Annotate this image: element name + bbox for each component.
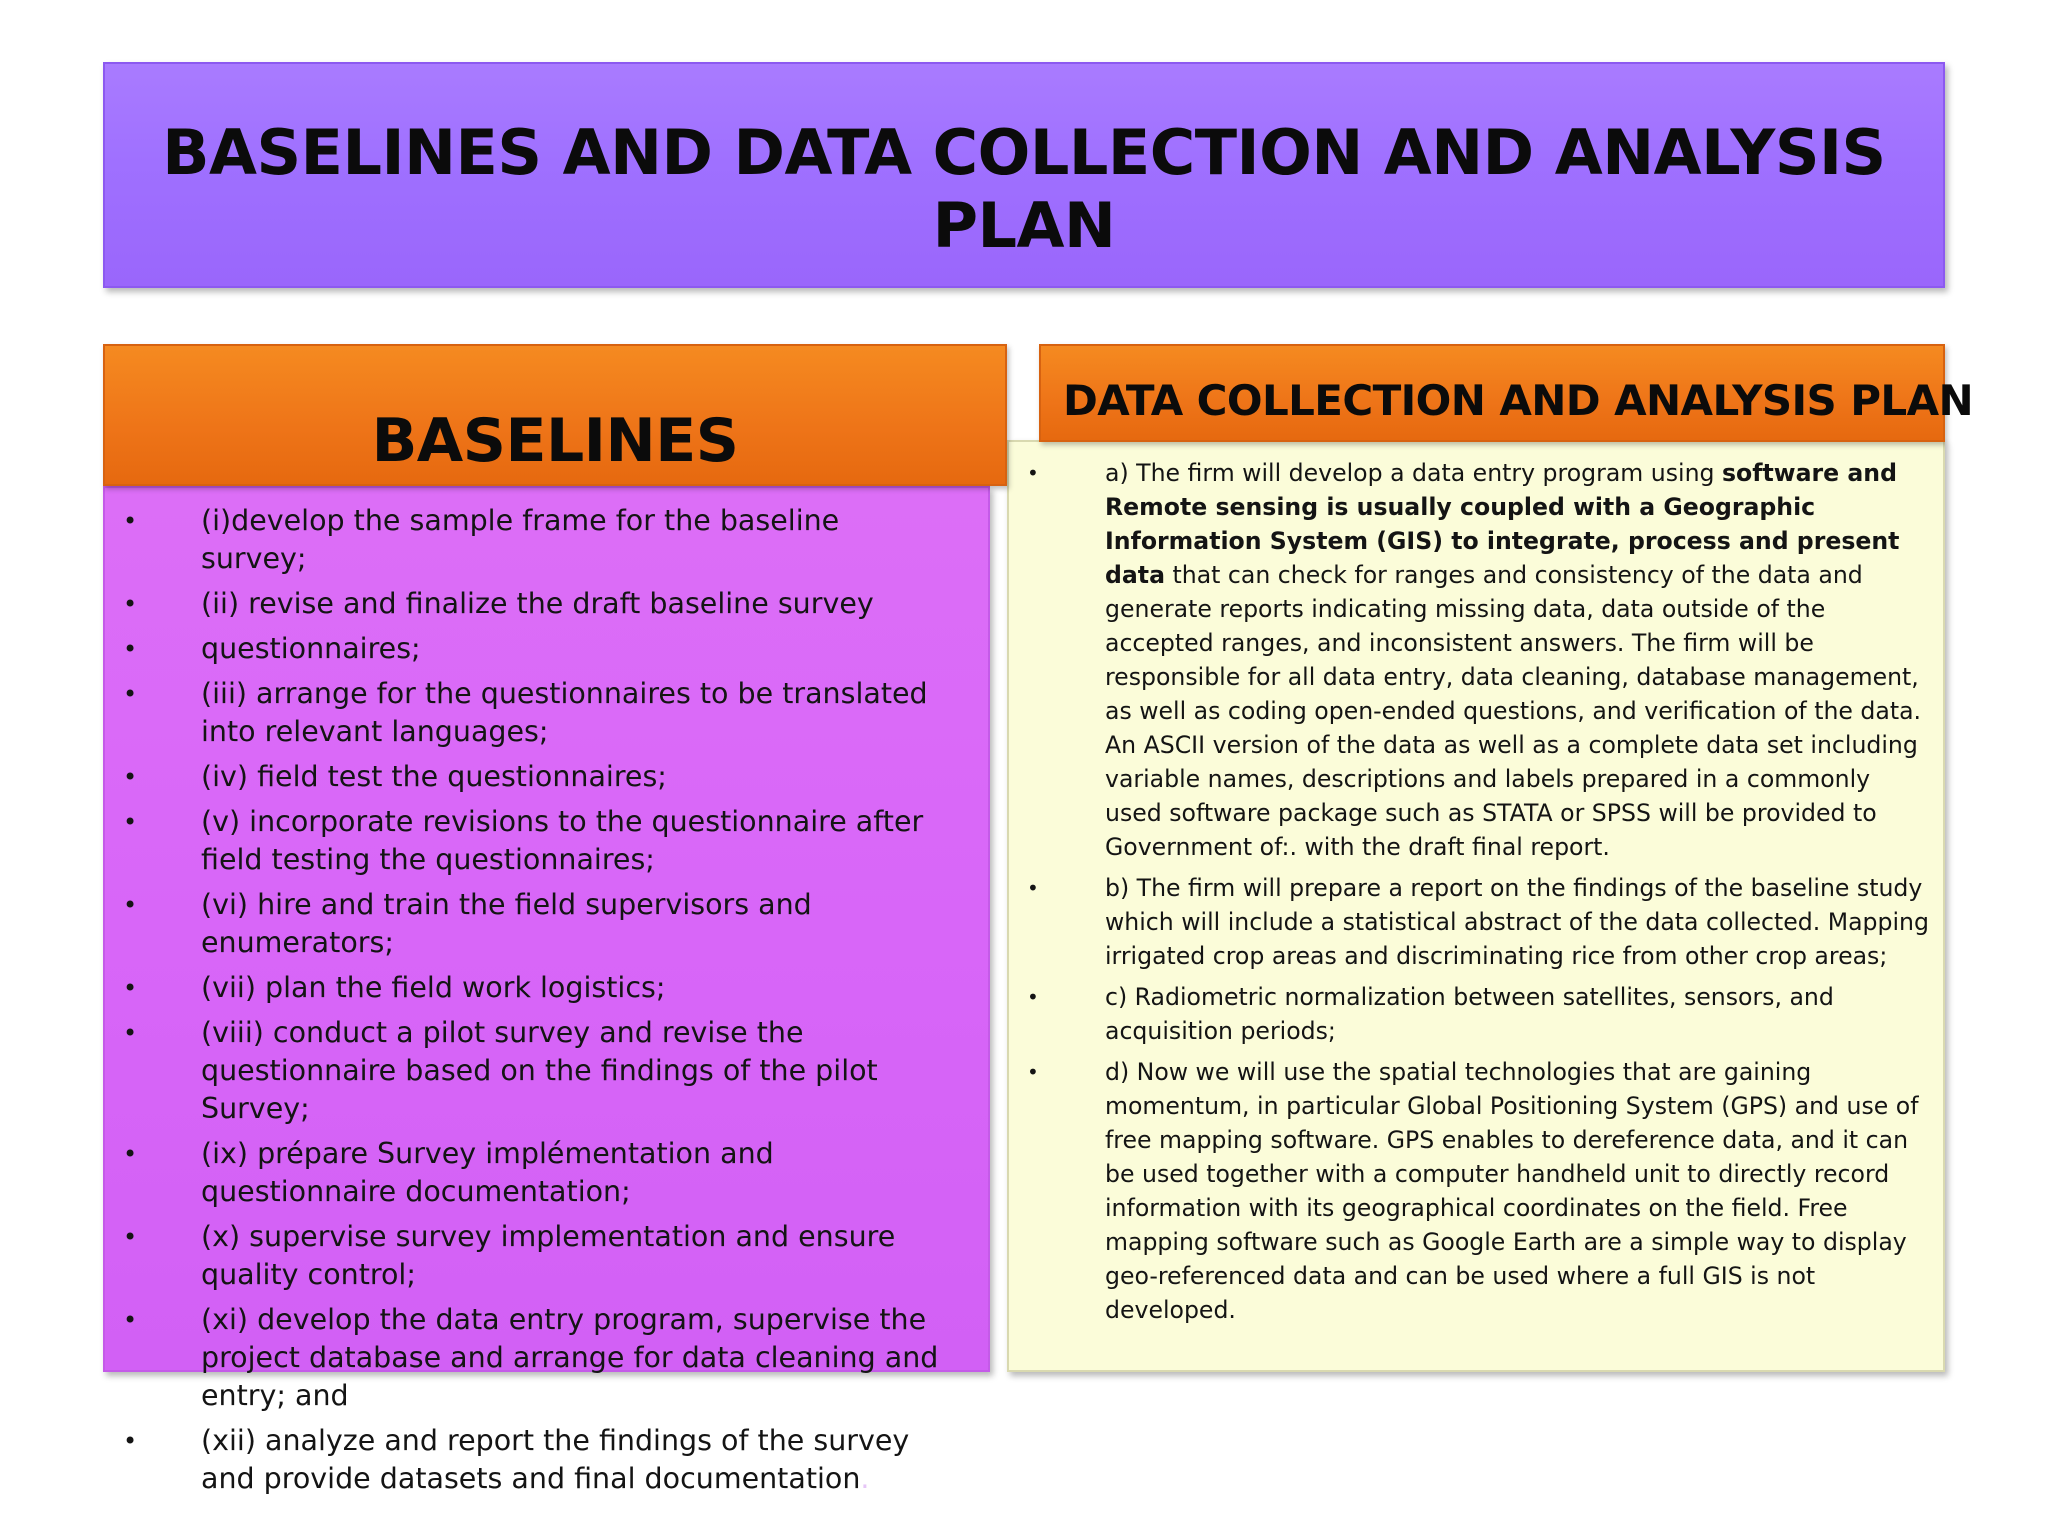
plan-panel	[1007, 440, 1945, 1372]
list-item: • (ii) revise and finalize the draft baseline survey	[105, 585, 988, 623]
bullet-icon: •	[123, 808, 138, 836]
bullet-icon: •	[123, 1019, 138, 1047]
bullet-icon: •	[123, 891, 138, 919]
plan-header	[1039, 344, 1974, 442]
list-item: • (ix) prépare Survey implémentation and questionnaire documentation;	[123, 1137, 774, 1208]
bullet-icon: •	[1027, 1060, 1039, 1084]
list-item: • (v) incorporate revisions to the questionnaire after field testing the questionnaires;	[123, 805, 924, 876]
list-item: • (i)develop the sample frame for the baseline survey;	[123, 504, 840, 575]
list-item: • questionnaires;	[105, 630, 988, 668]
bullet-icon: •	[1027, 876, 1039, 900]
bullet-icon: •	[123, 635, 138, 663]
title-banner	[103, 62, 1945, 288]
trailing-dot: .	[860, 1462, 870, 1495]
list-item: • (xii) analyze and report the findings of the survey and provide datasets and final documentation.	[123, 1424, 910, 1495]
baselines-heading: BASELINES	[371, 406, 739, 476]
bullet-icon: •	[123, 1223, 138, 1251]
plan-heading: DATA COLLECTION AND ANALYSIS PLAN	[1063, 376, 1974, 425]
bullet-icon: •	[123, 680, 138, 708]
list-item: • (x) supervise survey implementation and ensure quality control;	[123, 1220, 896, 1291]
baselines-header	[103, 344, 1007, 486]
list-item: • (vii) plan the field work logistics;	[105, 969, 988, 1007]
list-item: • (xi) develop the data entry program, supervise the project database and arrange for data cleaning and entry; and	[123, 1303, 939, 1412]
baselines-list	[105, 502, 988, 1505]
list-item: • (iv) field test the questionnaires;	[105, 758, 988, 796]
bullet-icon: •	[123, 1306, 138, 1334]
baselines-panel	[103, 486, 990, 1495]
bullet-icon: •	[123, 1427, 138, 1455]
list-item: • b) The firm will prepare a report on the findings of the baseline study which will include a statistical abstract of the data collected. Mapping irrigated crop areas and discriminating rice from other crop areas;	[1009, 871, 1943, 973]
bullet-icon: •	[123, 974, 138, 1002]
list-item: • (viii) conduct a pilot survey and revise the questionnaire based on the findings of the pilot Survey;	[123, 1016, 878, 1125]
bullet-icon: •	[123, 507, 138, 535]
page-title: BASELINES AND DATA COLLECTION AND ANALYSIS PLAN	[162, 116, 1886, 262]
bullet-icon: •	[1027, 461, 1039, 485]
bullet-icon: •	[123, 763, 138, 791]
bullet-icon: •	[123, 1140, 138, 1168]
bullet-icon: •	[123, 590, 138, 618]
list-item: • (vi) hire and train the field supervisors and enumerators;	[123, 888, 812, 959]
list-item: • d) Now we will use the spatial technologies that are gaining momentum, in particular Global Positioning System (GPS) and use of free mapping software. GPS enables to dereference data, and it can be used together with a computer handheld unit to directly record information with its geographical coordinates on the field. Free mapping software such as Google Earth are a simple way to display geo-referenced data and can be used where a full GIS is not developed.	[1009, 1055, 1943, 1327]
list-item: • (iii) arrange for the questionnaires to be translated into relevant languages;	[123, 677, 928, 748]
plan-list	[1009, 456, 1943, 1334]
bullet-icon: •	[1027, 985, 1039, 1009]
list-item: • a) The firm will develop a data entry program using software and Remote sensing is usually coupled with a Geographic Information System (GIS) to integrate, process and present data that can check for ranges and consistency of the data and generate reports indicating missing data, data outside of the accepted ranges, and inconsistent answers. The firm will be responsible for all data entry, data cleaning, database management, as well as coding open-ended questions, and verification of the data. An ASCII version of the data as well as a complete data set including variable names, descriptions and labels prepared in a commonly used software package such as STATA or SPSS will be provided to Government of:. with the draft final report.	[1009, 456, 1943, 864]
list-item: • c) Radiometric normalization between satellites, sensors, and acquisition periods;	[1009, 980, 1943, 1048]
